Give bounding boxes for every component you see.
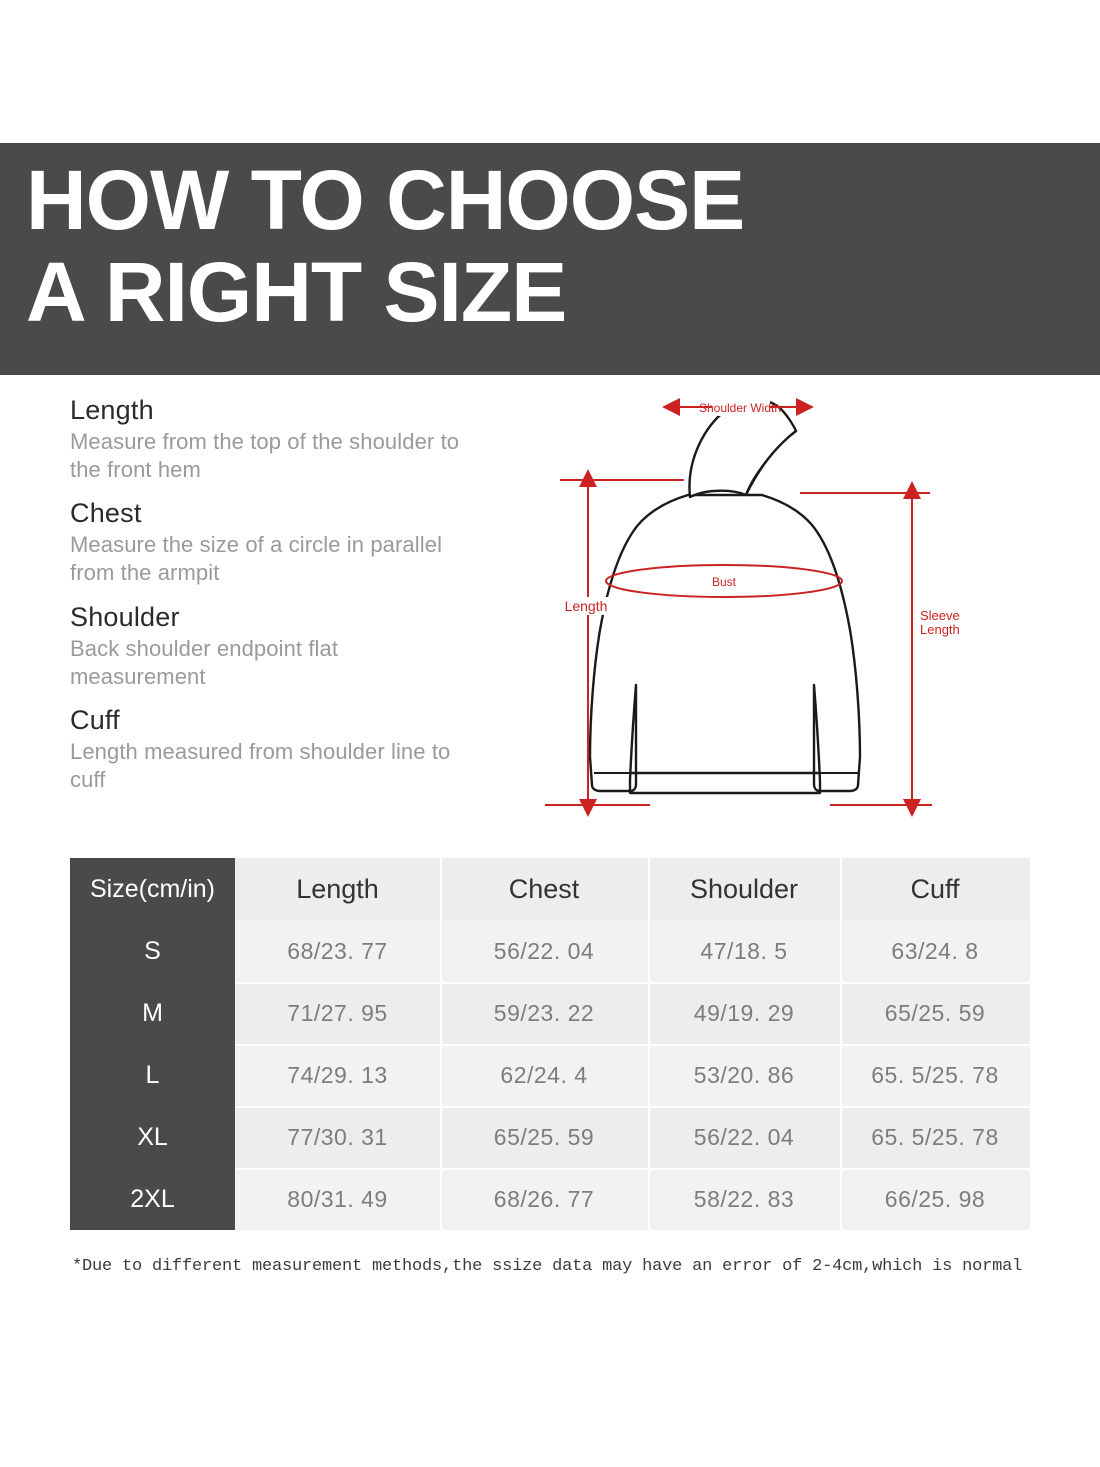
size-chart-table [70,858,1030,1230]
cell-cuff: 63/24. 8 [840,920,1030,982]
cell-shoulder: 47/18. 5 [648,920,840,982]
cell-length: 68/23. 77 [235,920,440,982]
header-cuff: Cuff [840,858,1030,920]
cell-size: L [70,1044,235,1106]
header-banner [0,143,1100,375]
table-row [70,1044,1030,1106]
table-row [70,1168,1030,1230]
cell-shoulder: 49/19. 29 [648,982,840,1044]
header-shoulder: Shoulder [648,858,840,920]
cell-size: S [70,920,235,982]
cell-cuff: 65. 5/25. 78 [840,1044,1030,1106]
table-row [70,1106,1030,1168]
measurement-definitions [70,395,470,808]
cell-cuff: 66/25. 98 [840,1168,1030,1230]
cell-chest: 59/23. 22 [440,982,648,1044]
cell-shoulder: 53/20. 86 [648,1044,840,1106]
cell-length: 80/31. 49 [235,1168,440,1230]
banner-title-line-1: HOW TO CHOOSE [26,153,745,247]
definition-description: Back shoulder endpoint flat measurement [70,635,339,689]
label-shoulder-width: Shoulder Width [698,401,782,415]
definition-term: Length [70,395,154,425]
garment-diagram [500,385,1045,845]
table-row [70,982,1030,1044]
definition-length [70,395,470,484]
cell-chest: 62/24. 4 [440,1044,648,1106]
cell-chest: 68/26. 77 [440,1168,648,1230]
table-header-row [70,858,1030,920]
header-length: Length [235,858,440,920]
header-chest: Chest [440,858,648,920]
definition-chest [70,498,470,587]
label-sleeve-length-line2: Length [920,622,960,637]
cell-size: 2XL [70,1168,235,1230]
cell-chest: 65/25. 59 [440,1106,648,1168]
cell-shoulder: 58/22. 83 [648,1168,840,1230]
definition-term: Chest [70,498,142,529]
cell-size: M [70,982,235,1044]
banner-title-line-2: A RIGHT SIZE [26,245,567,339]
definition-description: Measure from the top of the shoulder to the front hem [70,429,460,483]
cell-shoulder: 56/22. 04 [648,1106,840,1168]
cell-cuff: 65. 5/25. 78 [840,1106,1030,1168]
definition-cuff [70,705,470,794]
cell-length: 74/29. 13 [235,1044,440,1106]
cell-length: 77/30. 31 [235,1106,440,1168]
label-length: Length [564,598,608,614]
label-sleeve-length-line1: Sleeve [920,608,960,623]
label-bust: Bust [711,575,737,589]
cell-length: 71/27. 95 [235,982,440,1044]
shoulder-width-annotation [678,398,798,416]
cell-chest: 56/22. 04 [440,920,648,982]
cell-cuff: 65/25. 59 [840,982,1030,1044]
definition-description: Length measured from shoulder line to cuff [70,738,451,793]
measurement-disclaimer: *Due to different measurement methods,the ssize data may have an error of 2-4cm,which is normal [72,1257,1023,1276]
definition-description: Measure the size of a circle in parallel from the armpit [70,532,443,586]
definition-term: Shoulder [70,601,180,632]
cell-size: XL [70,1106,235,1168]
sleeve-length-annotation [912,497,960,801]
definition-shoulder [70,602,470,691]
table-row [70,920,1030,982]
definition-term: Cuff [70,704,120,735]
header-size: Size(cm/in) [70,858,235,920]
